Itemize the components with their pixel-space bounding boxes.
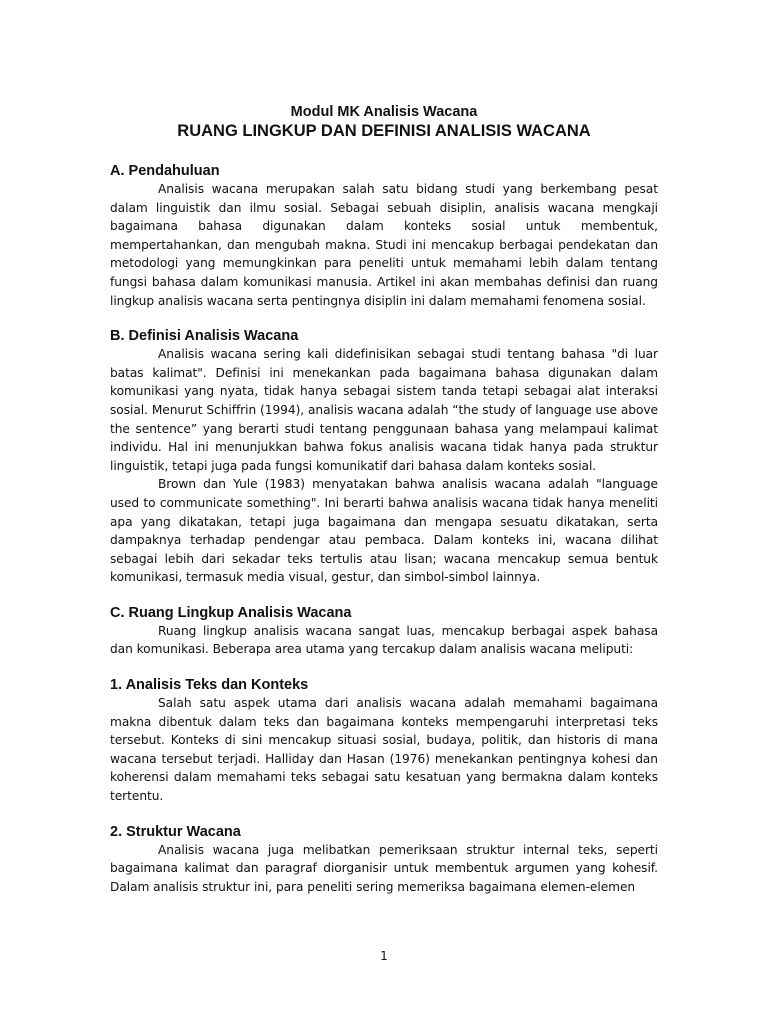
section-heading: B. Definisi Analisis Wacana xyxy=(110,328,299,345)
document-page xyxy=(110,103,658,913)
section-heading: 2. Struktur Wacana xyxy=(110,823,241,840)
document-subtitle: Modul MK Analisis Wacana xyxy=(290,104,478,120)
section-heading: 1. Analisis Teks dan Konteks xyxy=(110,677,309,694)
paragraph: Analisis wacana sering kali didefinisikan sebagai studi tentang bahasa "di luar batas kalimat". Definisi ini menekankan pada bagaimana bahasa digunakan dalam komunikasi yang nyata, tidak hanya sebagai sistem tanda tetapi sebagai alat interaksi sosial. Menurut Schiffrin (1994), analisis wacana adalah “the study of language use above the sentence” yang berarti studi tentang penggunaan bahasa yang melampaui kalimat individu. Hal ini menunjukkan bahwa fokus analisis wacana tidak hanya pada struktur linguistik, tetapi juga pada fungsi komunikatif dari bahasa dalam konteks sosial. xyxy=(110,347,658,473)
section-definisi xyxy=(110,327,658,587)
section-struktur-wacana xyxy=(110,823,658,897)
section-heading: C. Ruang Lingkup Analisis Wacana xyxy=(110,604,352,621)
paragraph: Ruang lingkup analisis wacana sangat luas, mencakup berbagai aspek bahasa dan komunikasi. Beberapa area utama yang tercakup dalam analisis wacana meliputi: xyxy=(110,623,658,657)
paragraph: Brown dan Yule (1983) menyatakan bahwa analisis wacana adalah "language used to communicate something". Ini berarti bahwa analisis wacana tidak hanya meneliti apa yang dikatakan, tetapi juga bagaimana dan mengapa sesuatu dikatakan, serta dampaknya terhadap pendengar atau pembaca. Dalam konteks ini, wacana dilihat sebagai lebih dari sekadar teks tertulis atau lisan; wacana mencakup semua bentuk komunikasi, termasuk media visual, gestur, dan simbol-simbol lainnya. xyxy=(110,477,658,585)
section-teks-konteks xyxy=(110,676,658,806)
paragraph: Salah satu aspek utama dari analisis wacana adalah memahami bagaimana makna dibentuk dalam teks dan bagaimana konteks mempengaruhi interpretasi teks tersebut. Konteks di sini mencakup situasi sosial, budaya, politik, dan historis di mana wacana tersebut terjadi. Halliday dan Hasan (1976) menekankan pentingnya kohesi dan koherensi dalam memahami teks sebagai satu kesatuan yang bermakna dalam konteks tertentu. xyxy=(110,696,658,804)
document-title: RUANG LINGKUP DAN DEFINISI ANALISIS WACANA xyxy=(177,122,591,140)
paragraph: Analisis wacana juga melibatkan pemeriksaan struktur internal teks, seperti bagaimana kalimat dan paragraf diorganisir untuk membentuk argumen yang kohesif. Dalam analisis struktur ini, para peneliti sering memeriksa bagaimana elemen-elemen xyxy=(110,842,658,894)
section-pendahuluan xyxy=(110,162,658,310)
page-number: 1 xyxy=(380,949,388,963)
section-ruang-lingkup xyxy=(110,604,658,659)
paragraph: Analisis wacana merupakan salah satu bidang studi yang berkembang pesat dalam linguistik dan ilmu sosial. Sebagai sebuah disiplin, analisis wacana mengkaji bagaimana bahasa digunakan dalam konteks sosial untuk membentuk, mempertahankan, dan mengubah makna. Studi ini mencakup berbagai pendekatan dan metodologi yang memungkinkan para peneliti untuk memahami lebih dalam tentang fungsi bahasa dalam komunikasi manusia. Artikel ini akan membahas definisi dan ruang lingkup analisis wacana serta pentingnya disiplin ini dalam memahami fenomena sosial. xyxy=(110,182,658,308)
section-heading: A. Pendahuluan xyxy=(110,163,220,179)
document-header xyxy=(110,103,658,141)
